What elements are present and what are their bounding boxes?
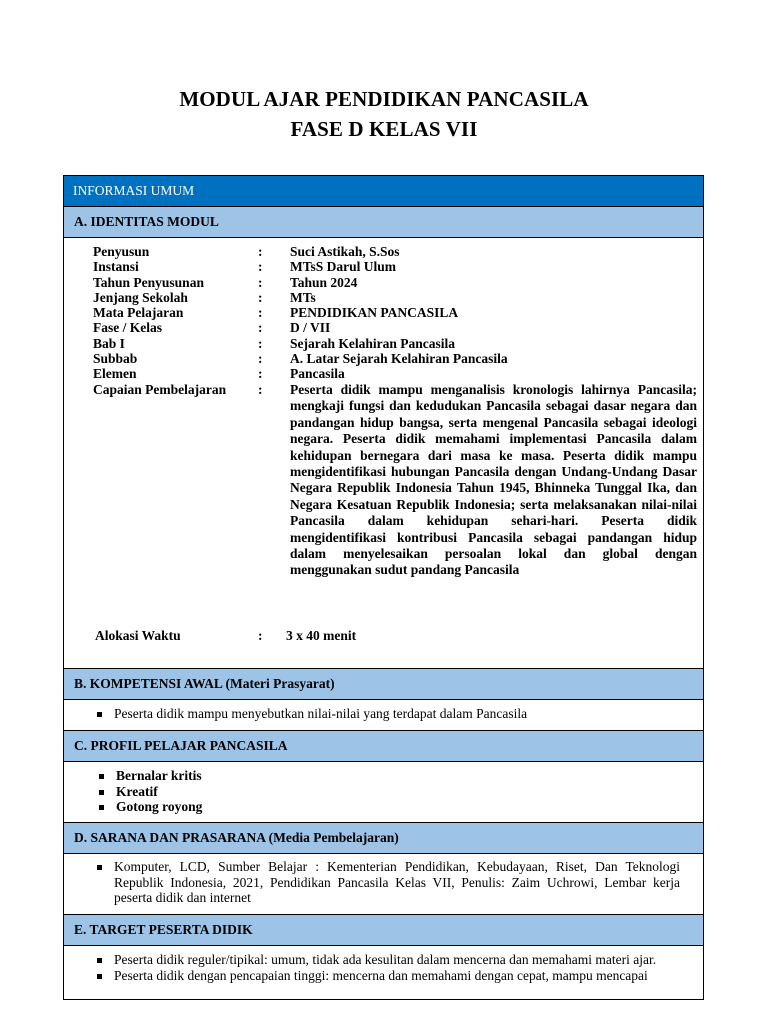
- section-b-title: B. KOMPETENSI AWAL: [74, 676, 223, 691]
- value-bab: Sejarah Kelahiran Pancasila: [290, 335, 455, 351]
- list-item: Peserta didik mampu menyebutkan nilai-nilai yang terdapat dalam Pancasila: [94, 706, 694, 722]
- section-d-list: [94, 859, 680, 906]
- value-jenjang: MTs: [290, 289, 316, 305]
- section-c-header: C. PROFIL PELAJAR PANCASILA: [63, 730, 704, 762]
- section-d-subtitle: (Media Pembelajaran): [268, 830, 399, 845]
- list-item: Komputer, LCD, Sumber Belajar : Kementerian Pendidikan, Kebudayaan, Riset, Dan Teknologi Republik Indonesia, 2021, Pendidikan Pancasila Kelas VII, Penulis: Zaim Uchrowi, Lembar kerja peserta didik dan internet: [94, 859, 680, 906]
- document-title: MODUL AJAR PENDIDIKAN PANCASILA: [179, 87, 589, 111]
- identity-colons: [258, 244, 268, 397]
- value-fase: D / VII: [290, 320, 331, 336]
- list-item: Peserta didik dengan pencapaian tinggi: mencerna dan memahami dengan cepat, mampu mencapai: [94, 968, 680, 984]
- label-jenjang: Jenjang Sekolah: [93, 289, 188, 305]
- identity-values: [290, 244, 700, 382]
- colon: :: [258, 259, 263, 275]
- colon: :: [258, 320, 263, 336]
- section-b-header: [63, 668, 704, 700]
- value-subbab: A. Latar Sejarah Kelahiran Pancasila: [290, 351, 508, 367]
- colon: :: [258, 381, 263, 397]
- section-e-header: E. TARGET PESERTA DIDIK: [63, 914, 704, 946]
- section-d-title: D. SARANA DAN PRASARANA: [74, 830, 266, 845]
- colon: :: [258, 305, 263, 321]
- label-elemen: Elemen: [93, 366, 137, 382]
- identity-labels: [93, 244, 263, 397]
- value-mapel: PENDIDIKAN PANCASILA: [290, 305, 459, 321]
- label-tahun: Tahun Penyusunan: [93, 274, 204, 290]
- value-instansi: MTsS Darul Ulum: [290, 259, 397, 275]
- colon: :: [258, 289, 263, 305]
- section-a-header: A. IDENTITAS MODUL: [63, 206, 704, 238]
- colon: :: [258, 366, 263, 382]
- label-penyusun: Penyusun: [93, 244, 150, 259]
- alokasi-colon: :: [258, 628, 263, 643]
- section-b-list: [94, 706, 694, 722]
- alokasi-waktu-label: Alokasi Waktu: [95, 628, 181, 643]
- colon: :: [258, 335, 263, 351]
- section-d-header: [63, 822, 704, 854]
- value-elemen: Pancasila: [290, 366, 345, 382]
- label-fase: Fase / Kelas: [93, 320, 162, 336]
- colon: :: [258, 351, 263, 367]
- value-penyusun: Suci Astikah, S.Sos: [290, 244, 400, 259]
- label-instansi: Instansi: [93, 259, 139, 275]
- list-item: Kreatif: [96, 784, 696, 800]
- alokasi-waktu-value: 3 x 40 menit: [286, 628, 357, 643]
- value-tahun: Tahun 2024: [290, 274, 358, 290]
- colon: :: [258, 274, 263, 290]
- list-item: Bernalar kritis: [96, 768, 696, 784]
- label-capaian: Capaian Pembelajaran: [93, 381, 227, 397]
- list-item: Peserta didik reguler/tipikal: umum, tidak ada kesulitan dalam mencerna dan memahami materi ajar.: [94, 952, 680, 968]
- label-mapel: Mata Pelajaran: [93, 305, 184, 321]
- document-subtitle: FASE D KELAS VII: [290, 117, 478, 141]
- informasi-umum-header: INFORMASI UMUM: [63, 175, 704, 207]
- section-b-subtitle: (Materi Prasyarat): [225, 676, 335, 691]
- section-e-list: [94, 952, 680, 999]
- label-bab: Bab I: [93, 335, 125, 351]
- colon: :: [258, 244, 263, 259]
- list-item: Gotong royong: [96, 799, 696, 815]
- capaian-pembelajaran-text: Peserta didik mampu menganalisis kronologis lahirnya Pancasila; mengkaji fungsi dan kedudukan Pancasila sebagai dasar negara dan pandangan hidup bangsa, serta mengenal Pancasila sebagai ideologi negara. Peserta didik memahami implementasi Pancasila dalam kehidupan bernegara dari masa ke masa. Peserta didik mampu mengidentifikasi hubungan Pancasila dengan Undang-Undang Dasar Negara Republik Indonesia Tahun 1945, Bhinneka Tunggal Ika, dan Negara Kesatuan Republik Indonesia; serta melaksanakan nilai-nilai Pancasila dalam kehidupan sehari-hari. Peserta didik mengidentifikasi kontribusi Pancasila sebagai pandangan hidup dalam menyelesaikan persoalan lokal dan global dengan menggunakan sudut pandang Pancasila: [290, 382, 697, 578]
- section-c-list: [96, 768, 696, 815]
- label-subbab: Subbab: [93, 351, 138, 367]
